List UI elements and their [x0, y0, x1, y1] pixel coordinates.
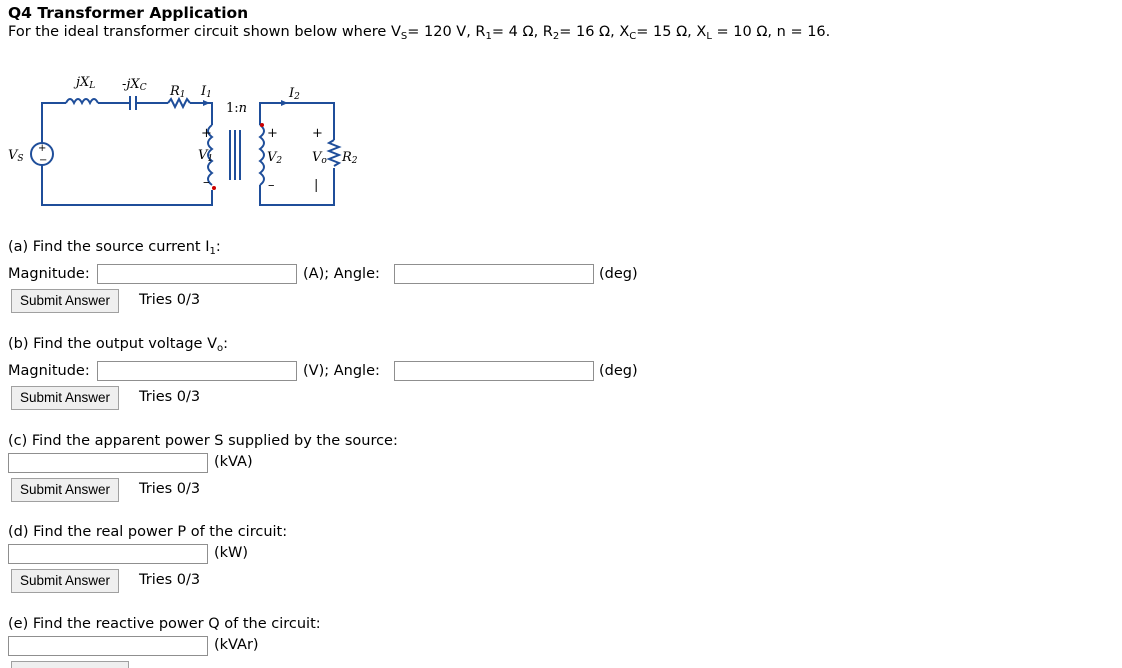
part-e-input[interactable] — [8, 636, 208, 656]
part-c-submit-button[interactable]: Submit Answer — [11, 478, 119, 502]
part-a-prompt: (a) Find the source current $I_1$: — [8, 239, 221, 257]
part-e-prompt: (e) Find the reactive power Q of the circuit: — [8, 616, 321, 632]
part-d-unit: (kW) — [214, 545, 249, 561]
part-e-unit: (kVAr) — [214, 637, 259, 653]
part-a-angle-input[interactable] — [394, 264, 594, 284]
label-r1: R1 — [170, 84, 186, 100]
svg-text:+: + — [267, 126, 278, 141]
label-vo: Vo — [312, 150, 327, 166]
label-jxl: jXL — [76, 76, 96, 91]
part-b-prompt: (b) Find the output voltage $V_o$: — [8, 336, 229, 354]
label-ratio: 1:n — [226, 101, 248, 116]
part-c-prompt: (c) Find the apparent power S supplied by the source: — [8, 433, 398, 449]
part-a-tries: Tries 0/3 — [139, 292, 201, 308]
part-a-angle-unit: (deg) — [599, 266, 638, 282]
part-b-submit-button[interactable]: Submit Answer — [11, 386, 119, 410]
part-a-magnitude-input[interactable] — [97, 264, 297, 284]
label-v1: V1 — [198, 148, 214, 164]
part-b-magnitude-input[interactable] — [97, 361, 297, 381]
label-r2: R2 — [342, 150, 358, 166]
label-jxc: -jXC — [122, 77, 147, 93]
part-b-tries: Tries 0/3 — [139, 389, 201, 405]
part-b-angle-input[interactable] — [394, 361, 594, 381]
svg-text:+: + — [312, 126, 323, 141]
part-b-magnitude-label: Magnitude: — [8, 363, 90, 379]
part-b-angle-unit: (deg) — [599, 363, 638, 379]
svg-text:|: | — [314, 178, 319, 193]
transformer-circuit-diagram — [0, 76, 380, 216]
label-vs: VS — [8, 148, 24, 164]
part-d-prompt: (d) Find the real power P of the circuit: — [8, 524, 288, 540]
label-v2: V2 — [267, 150, 283, 166]
svg-text:–: – — [268, 178, 275, 193]
part-a-submit-button[interactable]: Submit Answer — [11, 289, 119, 313]
svg-text:+: + — [201, 126, 212, 141]
label-i2: I2 — [289, 86, 300, 102]
part-e-submit-button-partial[interactable] — [11, 661, 129, 668]
problem-statement: For the ideal transformer circuit shown below where $V_S= 120$ V, $R_1= 4$ Ω, $R_2= 16$ Ω, $X_C= 15$ Ω, $X_L = 10$ Ω, n = 16. — [8, 24, 831, 42]
question-title: Q4 Transformer Application — [8, 4, 249, 22]
part-d-tries: Tries 0/3 — [139, 572, 201, 588]
part-a-unit-angle-label: (A); Angle: — [303, 266, 380, 282]
part-a-magnitude-label: Magnitude: — [8, 266, 90, 282]
part-b-unit-angle-label: (V); Angle: — [303, 363, 380, 379]
part-c-tries: Tries 0/3 — [139, 481, 201, 497]
part-d-submit-button[interactable]: Submit Answer — [11, 569, 119, 593]
part-c-input[interactable] — [8, 453, 208, 473]
svg-text:+: + — [38, 143, 47, 154]
part-d-input[interactable] — [8, 544, 208, 564]
svg-text:−: − — [39, 155, 48, 166]
svg-text:–: – — [203, 175, 210, 190]
part-c-unit: (kVA) — [214, 454, 253, 470]
label-i1: I1 — [201, 84, 212, 100]
